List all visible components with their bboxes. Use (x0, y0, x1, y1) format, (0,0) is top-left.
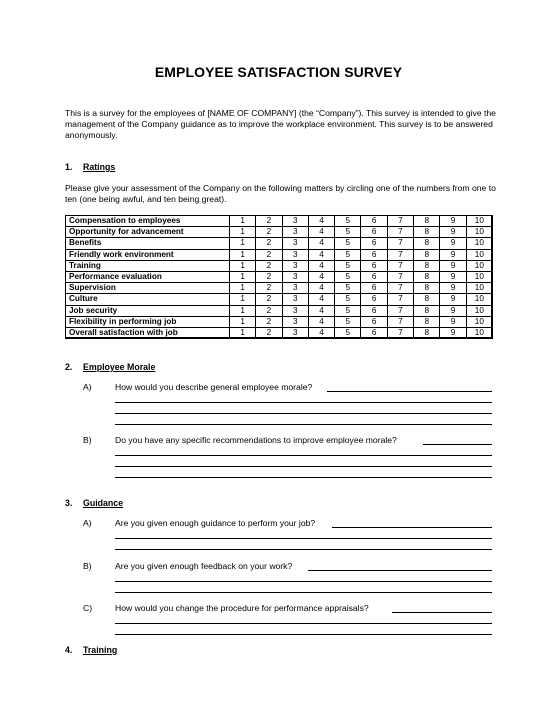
rating-option[interactable]: 8 (414, 238, 440, 249)
rating-option[interactable]: 9 (440, 316, 466, 327)
rating-option[interactable]: 5 (335, 271, 361, 282)
rating-option[interactable]: 3 (282, 216, 308, 227)
rating-option[interactable]: 2 (256, 271, 282, 282)
rating-option[interactable]: 1 (230, 249, 256, 260)
rating-option[interactable]: 9 (440, 216, 466, 227)
answer-line[interactable] (392, 612, 492, 613)
rating-option[interactable]: 6 (361, 294, 387, 305)
question-letter: C) (83, 603, 93, 613)
rating-option[interactable]: 3 (282, 249, 308, 260)
answer-line[interactable] (115, 634, 492, 635)
table-row (66, 216, 493, 227)
section-title: Guidance (83, 498, 124, 508)
rating-option[interactable]: 2 (256, 260, 282, 271)
rating-option[interactable]: 1 (230, 327, 256, 338)
table-row (66, 227, 493, 238)
rating-option[interactable]: 10 (466, 249, 492, 260)
answer-line[interactable] (423, 444, 492, 445)
rating-option[interactable]: 7 (387, 238, 413, 249)
answer-line[interactable] (115, 424, 492, 425)
rating-option[interactable]: 7 (387, 316, 413, 327)
question-text: Are you given enough guidance to perform your job? (115, 518, 316, 528)
rating-option[interactable]: 7 (387, 271, 413, 282)
rating-option[interactable]: 3 (282, 316, 308, 327)
rating-option[interactable]: 8 (414, 305, 440, 316)
rating-option[interactable]: 4 (308, 294, 334, 305)
rating-criterion: Compensation to employees (66, 216, 230, 227)
rating-option[interactable]: 8 (414, 316, 440, 327)
rating-option[interactable]: 5 (335, 294, 361, 305)
rating-option[interactable]: 1 (230, 283, 256, 294)
rating-option[interactable]: 1 (230, 305, 256, 316)
rating-option[interactable]: 6 (361, 216, 387, 227)
rating-criterion: Opportunity for advancement (66, 227, 230, 238)
rating-option[interactable]: 8 (414, 294, 440, 305)
ratings-instructions: Please give your assessment of the Company on the following matters by circling one of the numbers from one to ten (one being awful, and ten being great). (65, 183, 496, 204)
answer-line[interactable] (115, 549, 492, 550)
question-text: Are you given enough feedback on your work? (115, 561, 293, 571)
rating-option[interactable]: 9 (440, 305, 466, 316)
rating-option[interactable]: 2 (256, 216, 282, 227)
rating-option[interactable]: 10 (466, 216, 492, 227)
question-letter: B) (83, 561, 92, 571)
rating-criterion: Flexibility in performing job (66, 316, 230, 327)
rating-option[interactable]: 7 (387, 216, 413, 227)
table-row (66, 271, 493, 282)
rating-option[interactable]: 1 (230, 260, 256, 271)
rating-option[interactable]: 4 (308, 316, 334, 327)
rating-option[interactable]: 4 (308, 260, 334, 271)
rating-option[interactable]: 5 (335, 283, 361, 294)
rating-option[interactable]: 8 (414, 249, 440, 260)
rating-option[interactable]: 7 (387, 227, 413, 238)
rating-option[interactable]: 9 (440, 260, 466, 271)
rating-option[interactable]: 5 (335, 227, 361, 238)
answer-line[interactable] (115, 466, 492, 467)
rating-option[interactable]: 1 (230, 227, 256, 238)
rating-option[interactable]: 3 (282, 271, 308, 282)
rating-option[interactable]: 7 (387, 249, 413, 260)
rating-option[interactable]: 8 (414, 227, 440, 238)
answer-line[interactable] (115, 413, 492, 414)
answer-line[interactable] (115, 592, 492, 593)
rating-option[interactable]: 2 (256, 238, 282, 249)
rating-option[interactable]: 3 (282, 294, 308, 305)
section-title: Employee Morale (83, 362, 156, 372)
section-number: 4. (65, 645, 73, 655)
rating-option[interactable]: 7 (387, 260, 413, 271)
rating-option[interactable]: 9 (440, 238, 466, 249)
rating-option[interactable]: 6 (361, 238, 387, 249)
answer-line[interactable] (115, 402, 492, 403)
rating-option[interactable]: 6 (361, 260, 387, 271)
answer-line[interactable] (115, 455, 492, 456)
rating-option[interactable]: 8 (414, 260, 440, 271)
rating-option[interactable]: 1 (230, 294, 256, 305)
rating-option[interactable]: 5 (335, 305, 361, 316)
table-row (66, 294, 493, 305)
rating-option[interactable]: 2 (256, 316, 282, 327)
rating-criterion: Friendly work environment (66, 249, 230, 260)
rating-option[interactable]: 6 (361, 316, 387, 327)
rating-option[interactable]: 8 (414, 283, 440, 294)
table-row (66, 316, 493, 327)
rating-option[interactable]: 7 (387, 283, 413, 294)
rating-option[interactable]: 3 (282, 260, 308, 271)
answer-line[interactable] (115, 477, 492, 478)
question-letter: A) (83, 382, 92, 392)
rating-option[interactable]: 9 (440, 294, 466, 305)
rating-criterion: Job security (66, 305, 230, 316)
answer-line[interactable] (115, 581, 492, 582)
rating-criterion: Benefits (66, 238, 230, 249)
rating-option[interactable]: 10 (466, 316, 492, 327)
question-text: How would you describe general employee morale? (115, 382, 313, 392)
rating-option[interactable]: 5 (335, 327, 361, 338)
rating-option[interactable]: 6 (361, 305, 387, 316)
section-guidance-heading (65, 498, 123, 508)
rating-option[interactable]: 5 (335, 238, 361, 249)
section-number: 3. (65, 498, 73, 508)
ratings-table (65, 215, 493, 339)
rating-criterion: Supervision (66, 283, 230, 294)
rating-option[interactable]: 10 (466, 294, 492, 305)
rating-option[interactable]: 4 (308, 283, 334, 294)
rating-option[interactable]: 4 (308, 271, 334, 282)
rating-option[interactable]: 2 (256, 294, 282, 305)
rating-option[interactable]: 3 (282, 238, 308, 249)
answer-line[interactable] (308, 570, 492, 571)
rating-option[interactable]: 6 (361, 249, 387, 260)
page-title: EMPLOYEE SATISFACTION SURVEY (154, 64, 403, 80)
rating-criterion: Training (66, 260, 230, 271)
section-number: 1. (65, 162, 73, 172)
rating-option[interactable]: 10 (466, 238, 492, 249)
rating-option[interactable]: 1 (230, 238, 256, 249)
rating-option[interactable]: 10 (466, 260, 492, 271)
question-letter: A) (83, 518, 92, 528)
answer-line[interactable] (115, 538, 492, 539)
answer-line[interactable] (327, 391, 492, 392)
rating-option[interactable]: 2 (256, 227, 282, 238)
table-row (66, 283, 493, 294)
rating-option[interactable]: 9 (440, 271, 466, 282)
answer-line[interactable] (332, 527, 492, 528)
rating-option[interactable]: 4 (308, 238, 334, 249)
rating-option[interactable]: 3 (282, 283, 308, 294)
section-title: Training (83, 645, 118, 655)
rating-option[interactable]: 3 (282, 305, 308, 316)
answer-line[interactable] (115, 623, 492, 624)
rating-option[interactable]: 7 (387, 305, 413, 316)
rating-option[interactable]: 5 (335, 249, 361, 260)
rating-option[interactable]: 10 (466, 327, 492, 338)
section-training-heading (65, 645, 117, 655)
rating-option[interactable]: 4 (308, 227, 334, 238)
rating-option[interactable]: 3 (282, 227, 308, 238)
rating-option[interactable]: 4 (308, 305, 334, 316)
rating-option[interactable]: 2 (256, 249, 282, 260)
rating-option[interactable]: 6 (361, 283, 387, 294)
intro-paragraph: This is a survey for the employees of [NAME OF COMPANY] (the “Company”). This survey is intended to give the management of the Company guidance as to improve the workplace environment. This survey is to be answered anonymously. (65, 108, 496, 140)
rating-option[interactable]: 6 (361, 327, 387, 338)
rating-option[interactable]: 8 (414, 271, 440, 282)
rating-option[interactable]: 4 (308, 216, 334, 227)
table-row (66, 238, 493, 249)
rating-option[interactable]: 9 (440, 283, 466, 294)
rating-option[interactable]: 10 (466, 305, 492, 316)
table-row (66, 305, 493, 316)
rating-option[interactable]: 5 (335, 260, 361, 271)
rating-option[interactable]: 2 (256, 305, 282, 316)
rating-option[interactable]: 10 (466, 227, 492, 238)
rating-option[interactable]: 7 (387, 327, 413, 338)
question-text: How would you change the procedure for performance appraisals? (115, 603, 369, 613)
rating-option[interactable]: 5 (335, 316, 361, 327)
rating-option[interactable]: 9 (440, 227, 466, 238)
section-morale-heading (65, 362, 155, 372)
rating-criterion: Performance evaluation (66, 271, 230, 282)
table-row (66, 249, 493, 260)
question-letter: B) (83, 435, 92, 445)
rating-option[interactable]: 3 (282, 327, 308, 338)
rating-criterion: Culture (66, 294, 230, 305)
rating-option[interactable]: 7 (387, 294, 413, 305)
rating-criterion: Overall satisfaction with job (66, 327, 230, 338)
rating-option[interactable]: 4 (308, 327, 334, 338)
question-text: Do you have any specific recommendations to improve employee morale? (115, 435, 397, 445)
rating-option[interactable]: 6 (361, 271, 387, 282)
rating-option[interactable]: 1 (230, 216, 256, 227)
section-number: 2. (65, 362, 73, 372)
table-row (66, 260, 493, 271)
rating-option[interactable]: 9 (440, 249, 466, 260)
rating-option[interactable]: 4 (308, 249, 334, 260)
section-ratings-heading (65, 162, 115, 172)
table-row (66, 327, 493, 338)
rating-option[interactable]: 10 (466, 271, 492, 282)
section-title: Ratings (83, 162, 116, 172)
rating-option[interactable]: 1 (230, 316, 256, 327)
rating-option[interactable]: 2 (256, 327, 282, 338)
rating-option[interactable]: 9 (440, 327, 466, 338)
rating-option[interactable]: 8 (414, 327, 440, 338)
rating-option[interactable]: 6 (361, 227, 387, 238)
rating-option[interactable]: 8 (414, 216, 440, 227)
rating-option[interactable]: 5 (335, 216, 361, 227)
rating-option[interactable]: 10 (466, 283, 492, 294)
rating-option[interactable]: 1 (230, 271, 256, 282)
rating-option[interactable]: 2 (256, 283, 282, 294)
